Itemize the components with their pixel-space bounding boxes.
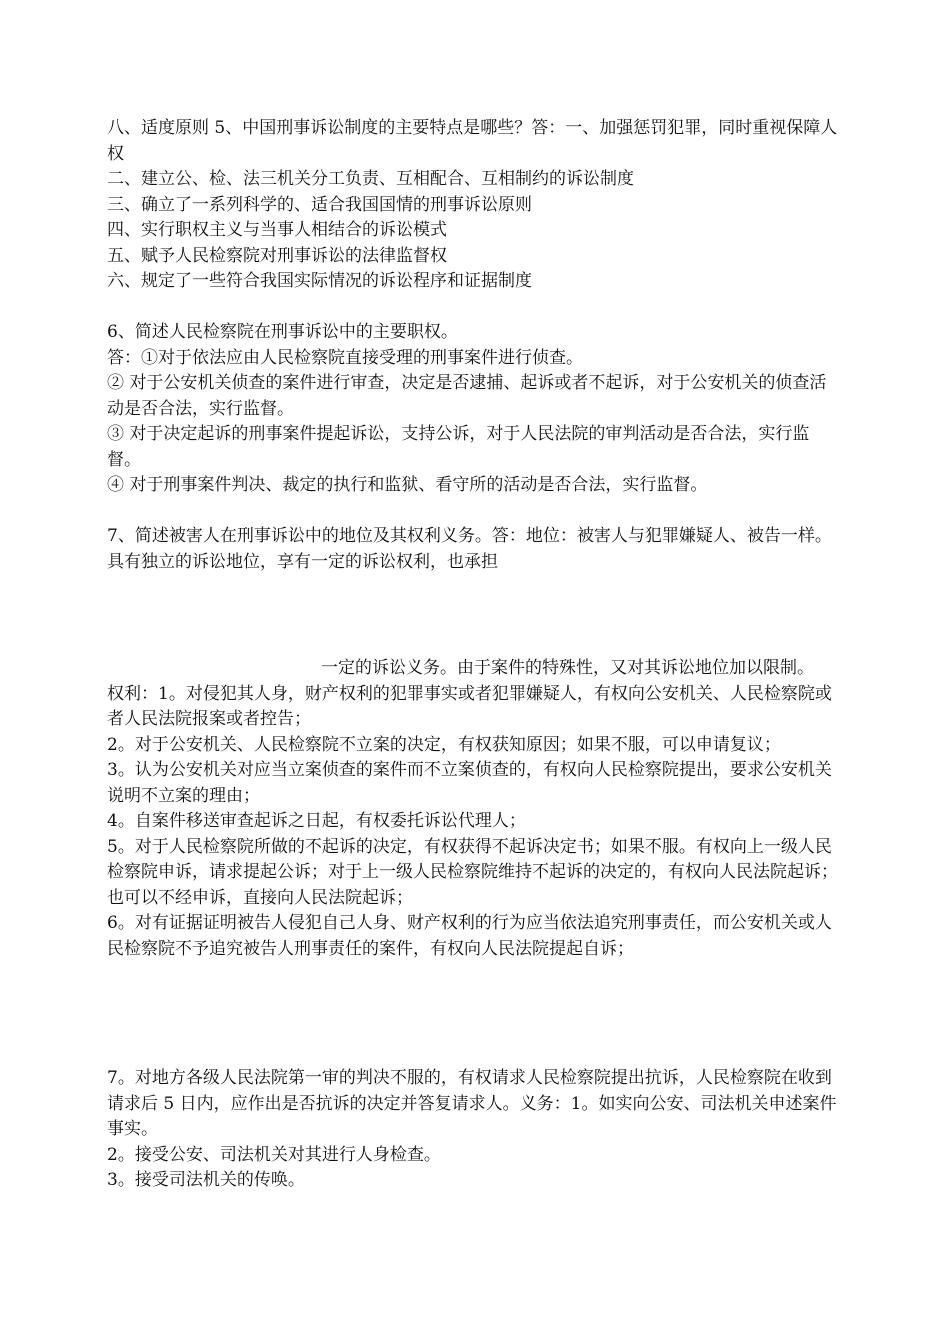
- paragraph: 五、赋予人民检察院对刑事诉讼的法律监督权: [107, 245, 447, 266]
- question-7-block: [107, 524, 842, 575]
- paragraph: 权利：1。对侵犯其人身，财产权利的犯罪事实或者犯罪嫌疑人，有权向公安机关、人民检察院或者人民法院报案或者控告；: [107, 683, 832, 729]
- paragraph: ④ 对于刑事案件判决、裁定的执行和监狱、看守所的活动是否合法，实行监督。: [107, 475, 708, 495]
- victim-rights-block: [107, 656, 842, 962]
- paragraph: 3。认为公安机关对应当立案侦查的案件而不立案侦查的，有权向人民检察院提出，要求公安机关说明不立案的理由；: [107, 760, 832, 806]
- paragraph: 八、适度原则 5、中国刑事诉讼制度的主要特点是哪些？答：一、加强惩罚犯罪，同时重视保障人权: [107, 118, 838, 164]
- paragraph: 二、建立公、检、法三机关分工负责、互相配合、互相制约的诉讼制度: [107, 169, 634, 189]
- paragraph: 六、规定了一些符合我国实际情况的诉讼程序和证据制度: [107, 271, 532, 291]
- paragraph: 6。对有证据证明被告人侵犯自己人身、财产权利的行为应当依法追究刑事责任，而公安机关或人民检察院不予追究被告人刑事责任的案件，有权向人民法院提起自诉；: [107, 913, 832, 959]
- question-6-block: [107, 320, 842, 499]
- paragraph: 三、确立了一系列科学的、适合我国国情的刑事诉讼原则: [107, 194, 532, 215]
- paragraph: ② 对于公安机关侦查的案件进行审查，决定是否逮捕、起诉或者不起诉，对于公安机关的侦查活动是否合法，实行监督。: [107, 373, 827, 419]
- paragraph: 5。对于人民检察院所做的不起诉的决定，有权获得不起诉决定书；如果不服。有权向上一级人民检察院申诉，请求提起公诉；对于上一级人民检察院维持不起诉的决定的，有权向人民法院起诉；也可以不经申诉，直接向人民法院起诉；: [107, 836, 838, 908]
- paragraph: 7、简述被害人在刑事诉讼中的地位及其权利义务。答：地位：被害人与犯罪嫌疑人、被告一样。具有独立的诉讼地位，享有一定的诉讼权利，也承担: [107, 526, 832, 572]
- paragraph: 7。对地方各级人民法院第一审的判决不服的，有权请求人民检察院提出抗诉，人民检察院在收到请求后 5 日内，应作出是否抗诉的决定并答复请求人。义务：1。如实向公安、司法机关申述案件事实。: [107, 1068, 837, 1139]
- answer-5-block: [107, 116, 842, 295]
- paragraph: 4。自案件移送审查起诉之日起，有权委托诉讼代理人；: [107, 811, 526, 831]
- paragraph: 四、实行职权主义与当事人相结合的诉讼模式: [107, 220, 447, 240]
- paragraph: 答：①对于依法应由人民检察院直接受理的刑事案件进行侦查。: [107, 347, 583, 368]
- paragraph: 2。接受公安、司法机关对其进行人身检查。: [107, 1144, 441, 1165]
- paragraph: 一定的诉讼义务。由于案件的特殊性，又对其诉讼地位加以限制。: [321, 658, 814, 678]
- paragraph: 2。对于公安机关、人民检察院不立案的决定，有权获知原因；如果不服，可以申请复议；: [107, 734, 781, 755]
- paragraph: 3。接受司法机关的传唤。: [107, 1170, 305, 1190]
- victim-duties-block: [107, 1066, 842, 1194]
- paragraph: ③ 对于决定起诉的刑事案件提起诉讼，支持公诉，对于人民法院的审判活动是否合法，实行监督。: [107, 424, 810, 470]
- question-heading: 6、简述人民检察院在刑事诉讼中的主要职权。: [107, 322, 458, 342]
